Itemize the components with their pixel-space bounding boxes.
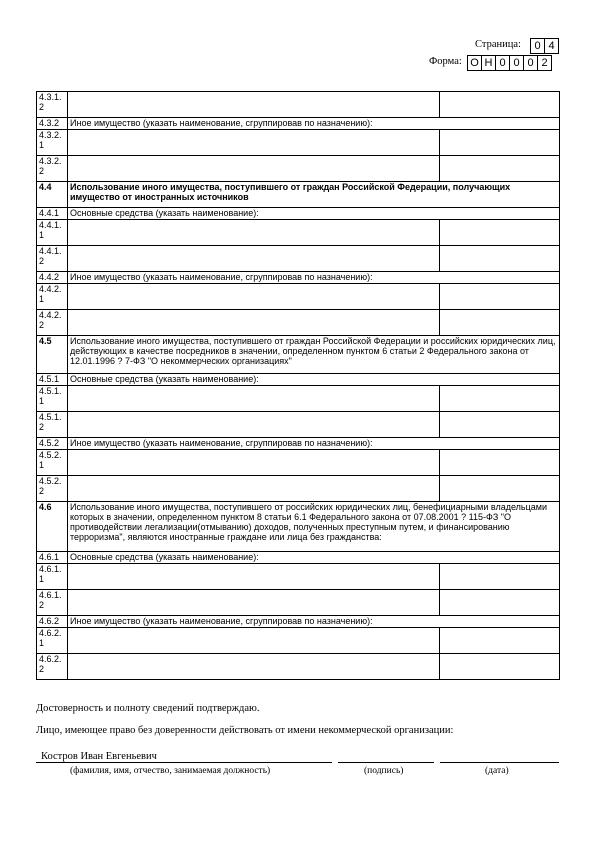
row-number: 4.4.1 [37, 208, 68, 220]
signature-line [338, 762, 434, 763]
row-description: Основные средства (указать наименование): [68, 374, 560, 386]
row-number: 4.3.1. 2 [37, 92, 68, 118]
page-digit-cell: 4 [544, 38, 559, 54]
value-input-cell[interactable] [440, 92, 560, 118]
value-input-cell[interactable] [440, 450, 560, 476]
name-input-cell[interactable] [68, 220, 440, 246]
row-number: 4.3.2. 2 [37, 156, 68, 182]
form-digit-cell: Н [481, 55, 496, 71]
form-digit-cell: 0 [523, 55, 538, 71]
row-number: 4.5.1 [37, 374, 68, 386]
value-input-cell[interactable] [440, 386, 560, 412]
row-description: Иное имущество (указать наименование, сгруппировав по назначению): [68, 272, 560, 284]
name-input-cell[interactable] [68, 386, 440, 412]
form-digit-cell: 0 [509, 55, 524, 71]
value-input-cell[interactable] [440, 412, 560, 438]
table-row [37, 552, 560, 564]
caption-signature: (подпись) [364, 766, 404, 776]
name-input-cell[interactable] [68, 628, 440, 654]
table-row [37, 156, 560, 182]
name-input-cell[interactable] [68, 412, 440, 438]
signer-name: Костров Иван Евгеньевич [41, 751, 157, 762]
name-input-cell[interactable] [68, 130, 440, 156]
row-number: 4.3.2. 1 [37, 130, 68, 156]
value-input-cell[interactable] [440, 564, 560, 590]
value-input-cell[interactable] [440, 284, 560, 310]
row-number: 4.3.2 [37, 118, 68, 130]
form-digit-cell: О [467, 55, 482, 71]
table-row [37, 208, 560, 220]
row-number: 4.4.2 [37, 272, 68, 284]
authorized-person-text: Лицо, имеющее право без доверенности действовать от имени некоммерческой организации: [36, 725, 454, 736]
value-input-cell[interactable] [440, 628, 560, 654]
table-row [37, 130, 560, 156]
table-row [37, 564, 560, 590]
row-number: 4.6.1. 1 [37, 564, 68, 590]
name-input-cell[interactable] [68, 92, 440, 118]
date-line [440, 762, 559, 763]
row-number: 4.6.2 [37, 616, 68, 628]
row-number: 4.4 [37, 182, 68, 208]
row-number: 4.5 [37, 336, 68, 374]
table-row [37, 450, 560, 476]
table-row [37, 284, 560, 310]
name-line [36, 762, 332, 763]
value-input-cell[interactable] [440, 476, 560, 502]
table-row [37, 590, 560, 616]
form-digit-cell: 2 [537, 55, 552, 71]
value-input-cell[interactable] [440, 156, 560, 182]
row-description: Основные средства (указать наименование): [68, 208, 560, 220]
row-number: 4.5.2. 1 [37, 450, 68, 476]
table-row [37, 272, 560, 284]
row-number: 4.4.1. 2 [37, 246, 68, 272]
page-number-cells [531, 38, 559, 54]
row-number: 4.5.1. 1 [37, 386, 68, 412]
table-row [37, 182, 560, 208]
row-number: 4.4.2. 2 [37, 310, 68, 336]
value-input-cell[interactable] [440, 310, 560, 336]
value-input-cell[interactable] [440, 130, 560, 156]
name-input-cell[interactable] [68, 654, 440, 680]
table-row [37, 310, 560, 336]
table-row [37, 118, 560, 130]
row-number: 4.6 [37, 502, 68, 552]
row-description: Основные средства (указать наименование): [68, 552, 560, 564]
value-input-cell[interactable] [440, 654, 560, 680]
table-row [37, 438, 560, 450]
table-row [37, 412, 560, 438]
row-number: 4.6.2. 2 [37, 654, 68, 680]
form-digit-cell: 0 [495, 55, 510, 71]
name-input-cell[interactable] [68, 450, 440, 476]
row-description: Иное имущество (указать наименование, сгруппировав по назначению): [68, 118, 560, 130]
name-input-cell[interactable] [68, 284, 440, 310]
table-row [37, 502, 560, 552]
form-code-label: Форма: [429, 56, 462, 67]
name-input-cell[interactable] [68, 310, 440, 336]
confirmation-text: Достоверность и полноту сведений подтверждаю. [36, 703, 260, 714]
value-input-cell[interactable] [440, 590, 560, 616]
table-row [37, 92, 560, 118]
name-input-cell[interactable] [68, 156, 440, 182]
page-number-label: Страница: [475, 39, 521, 50]
table-row [37, 654, 560, 680]
row-description: Иное имущество (указать наименование, сгруппировав по назначению): [68, 616, 560, 628]
table-row [37, 374, 560, 386]
value-input-cell[interactable] [440, 246, 560, 272]
row-number: 4.6.1. 2 [37, 590, 68, 616]
row-number: 4.6.1 [37, 552, 68, 564]
table-row [37, 628, 560, 654]
name-input-cell[interactable] [68, 476, 440, 502]
form-code-cells [468, 55, 552, 71]
name-input-cell[interactable] [68, 246, 440, 272]
caption-date: (дата) [485, 766, 509, 776]
property-usage-table [36, 91, 560, 680]
row-description: Использование иного имущества, поступившего от граждан Российской Федерации и российских юридических лиц, действующих в качестве посредников в значении, определенном пунктом 6 статьи 2 Федерального закона от 12.01.1996 ? 7-ФЗ "О некоммерческих организациях" [68, 336, 560, 374]
table-row [37, 386, 560, 412]
table-row [37, 336, 560, 374]
row-number: 4.5.2. 2 [37, 476, 68, 502]
table-row [37, 476, 560, 502]
row-number: 4.5.1. 2 [37, 412, 68, 438]
row-number: 4.5.2 [37, 438, 68, 450]
row-number: 4.4.1. 1 [37, 220, 68, 246]
table-row [37, 220, 560, 246]
table-row [37, 246, 560, 272]
row-number: 4.4.2. 1 [37, 284, 68, 310]
row-number: 4.6.2. 1 [37, 628, 68, 654]
row-description: Использование иного имущества, поступившего от граждан Российской Федерации, получающих имущество от иностранных источников [68, 182, 560, 208]
value-input-cell[interactable] [440, 220, 560, 246]
row-description: Иное имущество (указать наименование, сгруппировав по назначению): [68, 438, 560, 450]
name-input-cell[interactable] [68, 590, 440, 616]
row-description: Использование иного имущества, поступившего от российских юридических лиц, бенефициарными владельцами которых в значении, определенном пунктом 8 статьи 6.1 Федерального закона от 07.08.2001 ? 115-ФЗ "О противодействии легализации(отмыванию) доходов, полученных преступным путем, и финансированию терроризма", являются иностранные граждане или лица без гражданства: [68, 502, 560, 552]
caption-name: (фамилия, имя, отчество, занимаемая должность) [70, 766, 271, 776]
table-row [37, 616, 560, 628]
page-digit-cell: 0 [530, 38, 545, 54]
name-input-cell[interactable] [68, 564, 440, 590]
